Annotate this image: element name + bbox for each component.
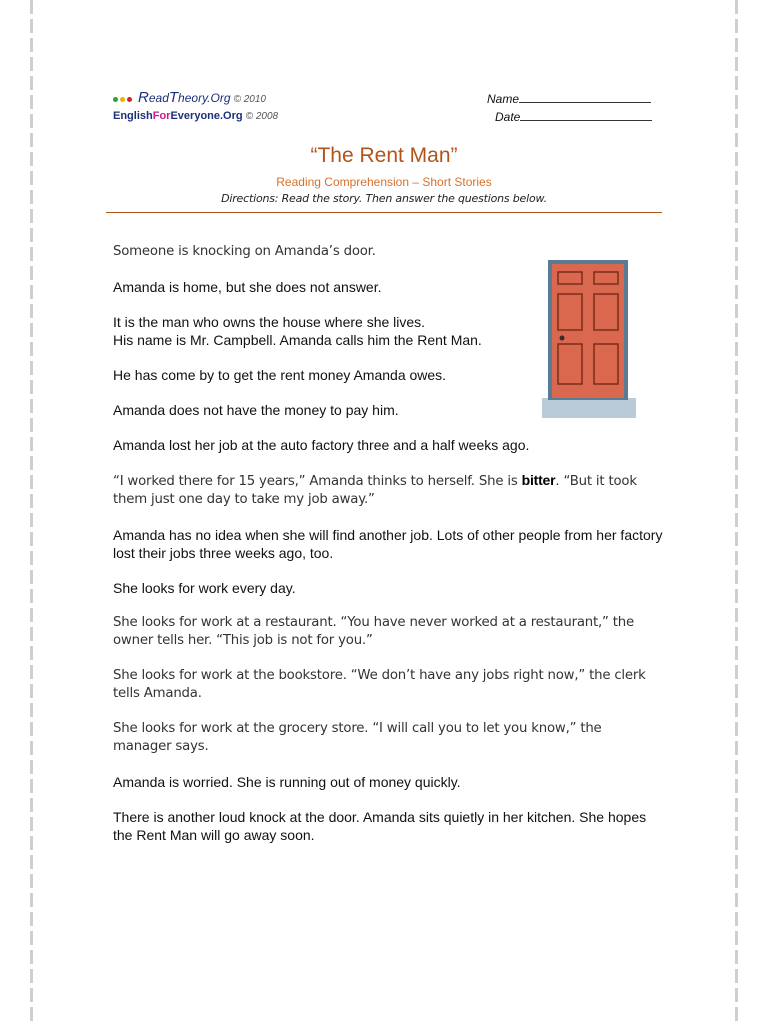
- readtheory-copyright: © 2010: [233, 94, 266, 105]
- englishforeveryone-logo-text: EnglishForEveryone.Org: [113, 110, 243, 122]
- worksheet-directions: Directions: Read the story. Then answer the questions below.: [221, 192, 547, 205]
- name-blank-line[interactable]: [519, 91, 651, 103]
- date-field[interactable]: [487, 108, 652, 126]
- story-paragraph: She looks for work at a restaurant. “You have never worked at a restaurant,” the owner tells her. “This job is not for you.”: [113, 615, 634, 648]
- readtheory-logo-text: ReadTheory.Org: [138, 89, 231, 106]
- worksheet-subtitle: Reading Comprehension – Short Stories: [276, 175, 492, 189]
- story-paragraph: He has come by to get the rent money Amanda owes.: [113, 367, 447, 383]
- date-blank-line[interactable]: [520, 109, 652, 121]
- englishforeveryone-brand: [113, 108, 278, 125]
- story-paragraph: She looks for work at the grocery store. “I will call you to let you know,” the manager says.: [113, 721, 602, 754]
- date-label: Date: [495, 110, 521, 124]
- story-paragraph: It is the man who owns the house where she lives. His name is Mr. Campbell. Amanda calls him the Rent Man.: [113, 314, 482, 348]
- name-field[interactable]: [487, 90, 652, 108]
- story-paragraph: There is another loud knock at the door. Amanda sits quietly in her kitchen. She hopes the Rent Man will go away soon.: [113, 809, 647, 843]
- traffic-dots-icon: [113, 91, 134, 107]
- vocab-word-bitter: bitter: [521, 472, 556, 488]
- story-paragraph: Amanda is home, but she does not answer.: [113, 279, 382, 295]
- story-paragraph: Amanda does not have the money to pay him.: [113, 402, 399, 418]
- readtheory-brand: [113, 90, 278, 108]
- story-paragraph: She looks for work at the bookstore. “We don’t have any jobs right now,” the clerk tells Amanda.: [113, 668, 646, 701]
- worksheet-title: “The Rent Man”: [310, 144, 458, 167]
- englishforeveryone-copyright: © 2008: [245, 111, 279, 122]
- story-text: [113, 243, 663, 861]
- story-paragraph: Amanda is worried. She is running out of money quickly.: [113, 774, 461, 790]
- story-paragraph: Amanda has no idea when she will find another job. Lots of other people from her factory lost their jobs three weeks ago, too.: [113, 527, 663, 561]
- story-paragraph: Amanda lost her job at the auto factory three and a half weeks ago.: [113, 437, 530, 453]
- story-paragraph: “I worked there for 15 years,” Amanda thinks to herself. She is bitter. “But it took them just one day to take my job away.”: [113, 472, 637, 507]
- name-date-block: [487, 90, 652, 126]
- story-paragraph: She looks for work every day.: [113, 580, 296, 596]
- story-paragraph: Someone is knocking on Amanda’s door.: [113, 244, 376, 259]
- name-label: Name: [487, 92, 520, 106]
- brand-block: [113, 90, 278, 125]
- header-divider: [106, 212, 662, 213]
